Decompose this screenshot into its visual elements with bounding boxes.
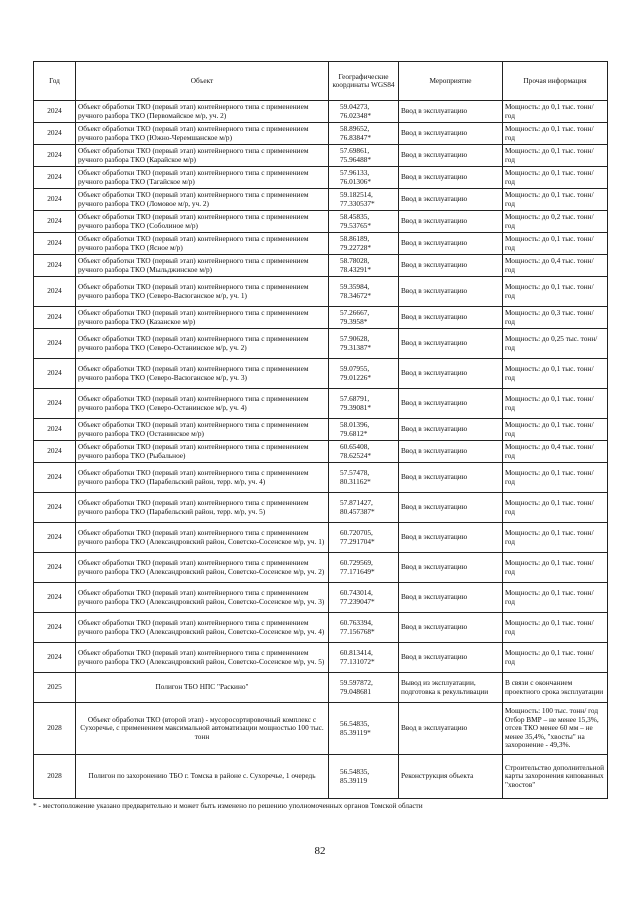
cell-year: 2024 — [34, 359, 76, 389]
cell-info: Мощность: до 0,2 тыс. тонн/ год — [503, 211, 608, 233]
cell-info: Мощность: до 0,1 тыс. тонн/ год — [503, 493, 608, 523]
cell-info: Мощность: до 0,1 тыс. тонн/ год — [503, 643, 608, 673]
cell-info: Мощность: до 0,1 тыс. тонн/ год — [503, 167, 608, 189]
cell-event: Ввод в эксплуатацию — [399, 463, 503, 493]
cell-year: 2024 — [34, 389, 76, 419]
cell-info: Мощность: до 0,1 тыс. тонн/ год — [503, 189, 608, 211]
cell-event: Ввод в эксплуатацию — [399, 523, 503, 553]
page-number: 82 — [314, 845, 326, 857]
cell-year: 2024 — [34, 329, 76, 359]
table-row — [34, 211, 608, 233]
cell-object: Объект обработки ТКО (второй этап) - мусоросортировочный комплекс с Сухоречье, с применением максимальной автоматизации мощностью 100 тыс. тонн — [76, 703, 329, 755]
cell-coords: 59.35984, 78.34672* — [329, 277, 399, 307]
data-table — [33, 61, 608, 799]
cell-year: 2024 — [34, 643, 76, 673]
cell-object: Объект обработки ТКО (первый этап) контейнерного типа с применением ручного разбора ТКО (Александровский район, Советско-Сосенское м/р, уч. 1) — [76, 523, 329, 553]
table-row — [34, 463, 608, 493]
cell-coords: 58.86189, 79.22728* — [329, 233, 399, 255]
cell-object: Объект обработки ТКО (первый этап) контейнерного типа с применением ручного разбора ТКО (Казанское м/р) — [76, 307, 329, 329]
cell-info: Мощность: до 0,1 тыс. тонн/ год — [503, 359, 608, 389]
cell-year: 2024 — [34, 441, 76, 463]
table-row — [34, 189, 608, 211]
table-row — [34, 583, 608, 613]
cell-event: Ввод в эксплуатацию — [399, 643, 503, 673]
cell-object: Объект обработки ТКО (первый этап) контейнерного типа с применением ручного разбора ТКО (Северо-Останинское м/р, уч. 4) — [76, 389, 329, 419]
cell-coords: 58.01396, 79.6812* — [329, 419, 399, 441]
cell-year: 2024 — [34, 613, 76, 643]
table-row — [34, 553, 608, 583]
cell-event: Вывод из эксплуатации, подготовка к рекультивации — [399, 673, 503, 703]
cell-coords: 58.78028, 78.43291* — [329, 255, 399, 277]
cell-info: Строительство дополнительной карты захоронения кипованных "хвостов" — [503, 755, 608, 799]
cell-object: Объект обработки ТКО (первый этап) контейнерного типа с применением ручного разбора ТКО (Парабельский район, терр. м/р, уч. 4) — [76, 463, 329, 493]
cell-event: Ввод в эксплуатацию — [399, 553, 503, 583]
table-row — [34, 523, 608, 553]
table-row — [34, 101, 608, 123]
cell-info: В связи с окончанием проектного срока эксплуатации — [503, 673, 608, 703]
cell-info: Мощность: до 0,4 тыс. тонн/ год — [503, 441, 608, 463]
cell-info: Мощность: до 0,1 тыс. тонн/ год — [503, 553, 608, 583]
cell-event: Реконструкция объекта — [399, 755, 503, 799]
cell-object: Объект обработки ТКО (первый этап) контейнерного типа с применением ручного разбора ТКО (Парабельский район, терр. м/р, уч. 5) — [76, 493, 329, 523]
cell-object: Объект обработки ТКО (первый этап) контейнерного типа с применением ручного разбора ТКО (Александровский район, Советско-Сосенское м/р, уч. 4) — [76, 613, 329, 643]
cell-coords: 57.96133, 76.01306* — [329, 167, 399, 189]
cell-year: 2024 — [34, 493, 76, 523]
cell-info: Мощность: до 0,3 тыс. тонн/ год — [503, 307, 608, 329]
cell-event: Ввод в эксплуатацию — [399, 211, 503, 233]
cell-info: Мощность: до 0,1 тыс. тонн/ год — [503, 583, 608, 613]
cell-coords: 57.871427, 80.457387* — [329, 493, 399, 523]
table-body — [34, 101, 608, 799]
footnote: * - местоположение указано предварительно и может быть изменено по решению уполномоченных органов Томской области — [33, 801, 423, 810]
table-row — [34, 233, 608, 255]
cell-coords: 60.729569, 77.171649* — [329, 553, 399, 583]
cell-year: 2024 — [34, 255, 76, 277]
cell-info: Мощность: до 0,1 тыс. тонн/ год — [503, 101, 608, 123]
cell-info: Мощность: до 0,1 тыс. тонн/ год — [503, 123, 608, 145]
cell-year: 2024 — [34, 101, 76, 123]
table-header-row — [34, 62, 608, 101]
table-row — [34, 255, 608, 277]
cell-event: Ввод в эксплуатацию — [399, 123, 503, 145]
cell-info: Мощность: до 0,1 тыс. тонн/ год — [503, 463, 608, 493]
cell-coords: 56.54835, 85.39119* — [329, 703, 399, 755]
cell-coords: 56.54835, 85.39119 — [329, 755, 399, 799]
cell-year: 2024 — [34, 145, 76, 167]
cell-info: Мощность: до 0,1 тыс. тонн/ год — [503, 419, 608, 441]
cell-object: Объект обработки ТКО (первый этап) контейнерного типа с применением ручного разбора ТКО (Южно-Черемшанское м/р) — [76, 123, 329, 145]
cell-event: Ввод в эксплуатацию — [399, 145, 503, 167]
cell-object: Полигон по захоронению ТБО г. Томска в районе с. Сухоречье, 1 очередь — [76, 755, 329, 799]
cell-coords: 60.763394, 77.156768* — [329, 613, 399, 643]
table-row — [34, 613, 608, 643]
header-object: Объект — [76, 62, 329, 101]
cell-coords: 57.26667, 79.3958* — [329, 307, 399, 329]
table-row — [34, 277, 608, 307]
cell-info: Мощность: до 0,25 тыс. тонн/ год — [503, 329, 608, 359]
table-row — [34, 493, 608, 523]
cell-coords: 60.65408, 78.62524* — [329, 441, 399, 463]
cell-year: 2024 — [34, 189, 76, 211]
table-row — [34, 441, 608, 463]
header-event: Мероприятие — [399, 62, 503, 101]
table-row — [34, 643, 608, 673]
table-row — [34, 329, 608, 359]
cell-coords: 59.07955, 79.01226* — [329, 359, 399, 389]
cell-year: 2024 — [34, 583, 76, 613]
cell-object: Объект обработки ТКО (первый этап) контейнерного типа с применением ручного разбора ТКО (Тагайское м/р) — [76, 167, 329, 189]
cell-event: Ввод в эксплуатацию — [399, 277, 503, 307]
table-row — [34, 755, 608, 799]
cell-object: Объект обработки ТКО (первый этап) контейнерного типа с применением ручного разбора ТКО (Мыльджинское м/р) — [76, 255, 329, 277]
cell-info: Мощность: до 0,4 тыс. тонн/ год — [503, 255, 608, 277]
cell-event: Ввод в эксплуатацию — [399, 167, 503, 189]
cell-event: Ввод в эксплуатацию — [399, 613, 503, 643]
cell-year: 2025 — [34, 673, 76, 703]
cell-info: Мощность: до 0,1 тыс. тонн/ год — [503, 389, 608, 419]
cell-coords: 59.182514, 77.330537* — [329, 189, 399, 211]
cell-info: Мощность: до 0,1 тыс. тонн/ год — [503, 233, 608, 255]
header-coords: Географические координаты WGS84 — [329, 62, 399, 101]
cell-event: Ввод в эксплуатацию — [399, 101, 503, 123]
cell-info: Мощность: до 0,1 тыс. тонн/ год — [503, 145, 608, 167]
cell-event: Ввод в эксплуатацию — [399, 329, 503, 359]
table-row — [34, 673, 608, 703]
cell-event: Ввод в эксплуатацию — [399, 307, 503, 329]
cell-object: Объект обработки ТКО (первый этап) контейнерного типа с применением ручного разбора ТКО (Останинское м/р) — [76, 419, 329, 441]
cell-year: 2024 — [34, 307, 76, 329]
cell-year: 2024 — [34, 463, 76, 493]
header-info: Прочая информация — [503, 62, 608, 101]
cell-event: Ввод в эксплуатацию — [399, 441, 503, 463]
cell-coords: 60.743014, 77.239047* — [329, 583, 399, 613]
cell-year: 2024 — [34, 419, 76, 441]
cell-coords: 57.57478, 80.31162* — [329, 463, 399, 493]
cell-object: Объект обработки ТКО (первый этап) контейнерного типа с применением ручного разбора ТКО (Александровский район, Советско-Сосенское м/р, уч. 2) — [76, 553, 329, 583]
cell-info: Мощность: до 0,1 тыс. тонн/ год — [503, 277, 608, 307]
cell-event: Ввод в эксплуатацию — [399, 255, 503, 277]
table-row — [34, 145, 608, 167]
table-row — [34, 389, 608, 419]
cell-coords: 58.89652, 76.83847* — [329, 123, 399, 145]
cell-info: Мощность: 100 тыс. тонн/ год Отбор ВМР – не менее 15,3%, отсев ТКО менее 60 мм – не менее 35,4%, "хвосты" на захоронение - 49,3%. — [503, 703, 608, 755]
cell-year: 2024 — [34, 167, 76, 189]
cell-year: 2028 — [34, 755, 76, 799]
header-year: Год — [34, 62, 76, 101]
cell-object: Объект обработки ТКО (первый этап) контейнерного типа с применением ручного разбора ТКО (Александровский район, Советско-Сосенское м/р, уч. 5) — [76, 643, 329, 673]
cell-event: Ввод в эксплуатацию — [399, 703, 503, 755]
cell-object: Объект обработки ТКО (первый этап) контейнерного типа с применением ручного разбора ТКО (Ломовое м/р, уч. 2) — [76, 189, 329, 211]
cell-coords: 57.68791, 79.39081* — [329, 389, 399, 419]
cell-year: 2024 — [34, 233, 76, 255]
table-row — [34, 307, 608, 329]
table-row — [34, 359, 608, 389]
table-row — [34, 167, 608, 189]
cell-coords: 59.04273, 76.02348* — [329, 101, 399, 123]
cell-event: Ввод в эксплуатацию — [399, 583, 503, 613]
cell-object: Объект обработки ТКО (первый этап) контейнерного типа с применением ручного разбора ТКО (Первомайское м/р, уч. 2) — [76, 101, 329, 123]
cell-year: 2024 — [34, 553, 76, 583]
cell-object: Объект обработки ТКО (первый этап) контейнерного типа с применением ручного разбора ТКО (Северо-Васюганское м/р, уч. 3) — [76, 359, 329, 389]
cell-object: Объект обработки ТКО (первый этап) контейнерного типа с применением ручного разбора ТКО (Александровский район, Советско-Сосенское м/р, уч. 3) — [76, 583, 329, 613]
cell-event: Ввод в эксплуатацию — [399, 359, 503, 389]
table-row — [34, 419, 608, 441]
table-row — [34, 123, 608, 145]
cell-coords: 58.45835, 79.53765* — [329, 211, 399, 233]
cell-event: Ввод в эксплуатацию — [399, 419, 503, 441]
cell-event: Ввод в эксплуатацию — [399, 389, 503, 419]
cell-coords: 59.597872, 79.048681 — [329, 673, 399, 703]
cell-year: 2028 — [34, 703, 76, 755]
cell-object: Объект обработки ТКО (первый этап) контейнерного типа с применением ручного разбора ТКО (Ясное м/р) — [76, 233, 329, 255]
cell-year: 2024 — [34, 123, 76, 145]
cell-info: Мощность: до 0,1 тыс. тонн/ год — [503, 523, 608, 553]
table-row — [34, 703, 608, 755]
cell-coords: 60.813414, 77.131072* — [329, 643, 399, 673]
cell-coords: 57.90628, 79.31387* — [329, 329, 399, 359]
cell-object: Объект обработки ТКО (первый этап) контейнерного типа с применением ручного разбора ТКО (Соболиное м/р) — [76, 211, 329, 233]
cell-object: Объект обработки ТКО (первый этап) контейнерного типа с применением ручного разбора ТКО (Северо-Васюганское м/р, уч. 1) — [76, 277, 329, 307]
cell-event: Ввод в эксплуатацию — [399, 189, 503, 211]
cell-info: Мощность: до 0,1 тыс. тонн/ год — [503, 613, 608, 643]
cell-object: Полигон ТБО НПС "Раскино" — [76, 673, 329, 703]
cell-year: 2024 — [34, 523, 76, 553]
cell-object: Объект обработки ТКО (первый этап) контейнерного типа с применением ручного разбора ТКО (Карайское м/р) — [76, 145, 329, 167]
cell-object: Объект обработки ТКО (первый этап) контейнерного типа с применением ручного разбора ТКО (Северо-Останинское м/р, уч. 2) — [76, 329, 329, 359]
cell-event: Ввод в эксплуатацию — [399, 233, 503, 255]
cell-year: 2024 — [34, 211, 76, 233]
cell-event: Ввод в эксплуатацию — [399, 493, 503, 523]
cell-object: Объект обработки ТКО (первый этап) контейнерного типа с применением ручного разбора ТКО (Рыбальное) — [76, 441, 329, 463]
cell-coords: 60.720705, 77.291704* — [329, 523, 399, 553]
cell-year: 2024 — [34, 277, 76, 307]
cell-coords: 57.69861, 75.96488* — [329, 145, 399, 167]
